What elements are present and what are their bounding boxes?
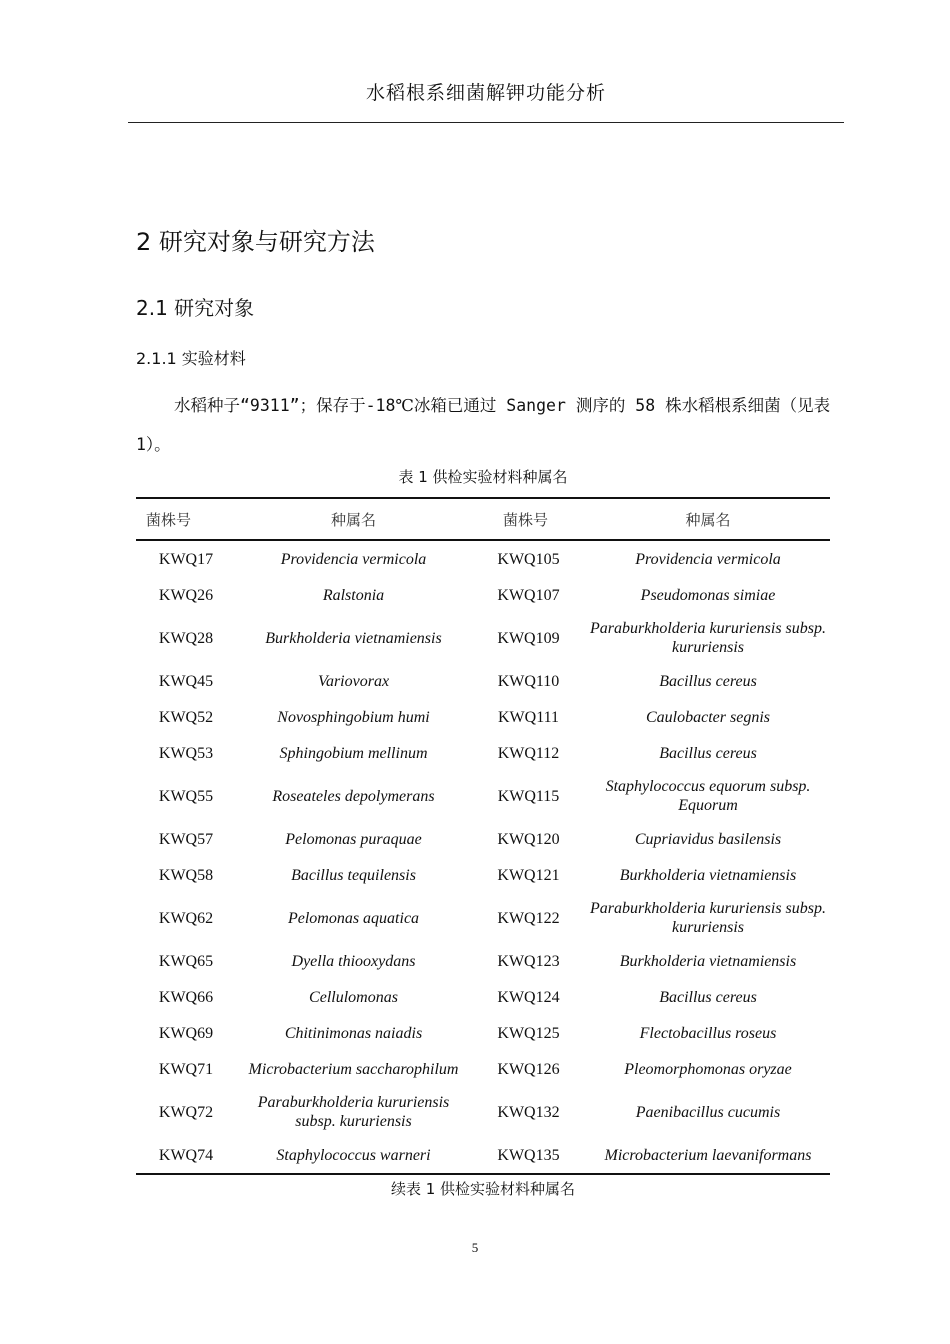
species-cell: Pleomorphomonas oryzae [624, 1060, 792, 1078]
species-cell: Paraburkholderia kururiensis subsp. kururiensis [590, 900, 826, 936]
strain-id-cell: KWQ66 [158, 988, 214, 1006]
species-cell: Paraburkholderia kururiensis subsp. kururiensis [257, 1094, 450, 1130]
species-cell: Ralstonia [322, 586, 385, 604]
species-cell: Microbacterium saccharophilum [248, 1060, 459, 1078]
strain-id-cell: KWQ124 [497, 988, 560, 1006]
table-row [136, 1015, 830, 1051]
strain-table [136, 497, 830, 1175]
table-row [136, 979, 830, 1015]
strain-id-cell: KWQ112 [497, 744, 560, 762]
species-cell: Burkholderia vietnamiensis [619, 952, 797, 970]
table-row [136, 1087, 830, 1137]
species-cell: Providencia vermicola [280, 550, 427, 568]
strain-id-cell: KWQ132 [497, 1103, 560, 1121]
species-cell: Cupriavidus basilensis [634, 830, 782, 848]
running-header: 水稻根系细菌解钾功能分析 [365, 82, 606, 104]
species-cell: Microbacterium laevaniformans [604, 1146, 812, 1164]
strain-id-cell: KWQ58 [158, 866, 214, 884]
strain-id-cell: KWQ28 [158, 629, 214, 647]
species-cell: Bacillus cereus [659, 988, 757, 1006]
strain-id-cell: KWQ110 [497, 672, 560, 690]
column-header-strain-id-2: 菌株号 [503, 510, 549, 529]
table-body [136, 540, 830, 1174]
strain-id-cell: KWQ69 [158, 1024, 214, 1042]
strain-id-cell: KWQ74 [158, 1146, 214, 1164]
strain-id-cell: KWQ26 [158, 586, 214, 604]
column-header-species-2: 种属名 [685, 510, 731, 529]
table-row [136, 821, 830, 857]
strain-id-cell: KWQ105 [497, 550, 560, 568]
table-row [136, 857, 830, 893]
strain-id-cell: KWQ111 [497, 708, 560, 726]
strain-id-cell: KWQ62 [158, 909, 214, 927]
species-cell: Pelomonas aquatica [287, 909, 420, 927]
strain-id-cell: KWQ65 [158, 952, 214, 970]
column-header-strain-id: 菌株号 [146, 510, 192, 529]
materials-paragraph: 水稻种子“9311”；保存于-18℃冰箱已通过 Sanger 测序的 58 株水稻根系细菌（见表 1）。 [136, 396, 831, 454]
table-row [136, 1051, 830, 1087]
continuation-caption: 续表 1 供检实验材料种属名 [390, 1180, 576, 1198]
header-rule [128, 122, 844, 123]
table-row [136, 540, 830, 577]
species-cell: Pseudomonas simiae [640, 586, 776, 604]
strain-id-cell: KWQ57 [158, 830, 214, 848]
species-cell: Paenibacillus cucumis [635, 1103, 781, 1121]
strain-id-cell: KWQ52 [158, 708, 214, 726]
species-cell: Caulobacter segnis [646, 708, 770, 726]
table-caption: 表 1 供检实验材料种属名 [398, 468, 568, 486]
strain-id-cell: KWQ53 [158, 744, 214, 762]
strain-id-cell: KWQ55 [158, 787, 214, 805]
strain-id-cell: KWQ72 [158, 1103, 214, 1121]
table-row [136, 943, 830, 979]
species-cell: Burkholderia vietnamiensis [265, 629, 442, 647]
table-row [136, 577, 830, 613]
strain-id-cell: KWQ17 [158, 550, 214, 568]
table-row [136, 663, 830, 699]
species-cell: Cellulomonas [309, 988, 398, 1006]
species-cell: Dyella thiooxydans [291, 952, 416, 970]
strain-id-cell: KWQ125 [497, 1024, 560, 1042]
table-row [136, 771, 830, 821]
species-cell: Paraburkholderia kururiensis subsp. kururiensis [590, 620, 826, 656]
column-header-species: 种属名 [330, 510, 376, 529]
table-row [136, 735, 830, 771]
subsubsection-heading: 2.1.1 实验材料 [136, 349, 246, 368]
species-cell: Novosphingobium humi [277, 708, 430, 726]
strain-id-cell: KWQ120 [497, 830, 560, 848]
species-cell: Roseateles depolymerans [272, 787, 435, 805]
strain-id-cell: KWQ115 [497, 787, 560, 805]
table-header-row [136, 498, 830, 540]
strain-id-cell: KWQ126 [497, 1060, 560, 1078]
strain-id-cell: KWQ121 [497, 866, 560, 884]
species-cell: Variovorax [317, 672, 390, 690]
table-row [136, 613, 830, 663]
page-number: 5 [471, 1240, 479, 1255]
species-cell: Bacillus tequilensis [291, 866, 416, 884]
table-row [136, 1137, 830, 1174]
strain-id-cell: KWQ45 [158, 672, 214, 690]
table-row [136, 699, 830, 735]
strain-id-cell: KWQ109 [497, 629, 560, 647]
species-cell: Pelomonas puraquae [285, 830, 422, 848]
species-cell: Chitinimonas naiadis [284, 1024, 423, 1042]
species-cell: Flectobacillus roseus [639, 1024, 777, 1042]
species-cell: Bacillus cereus [659, 744, 757, 762]
section-heading: 2 研究对象与研究方法 [136, 228, 375, 256]
species-cell: Staphylococcus equorum subsp. Equorum [605, 778, 811, 814]
species-cell: Burkholderia vietnamiensis [619, 866, 797, 884]
strain-id-cell: KWQ123 [497, 952, 560, 970]
strain-id-cell: KWQ135 [497, 1146, 560, 1164]
species-cell: Sphingobium mellinum [279, 744, 428, 762]
species-cell: Staphylococcus warneri [276, 1146, 431, 1164]
table-row [136, 893, 830, 943]
species-cell: Bacillus cereus [659, 672, 757, 690]
subsection-heading: 2.1 研究对象 [136, 296, 255, 320]
strain-id-cell: KWQ107 [497, 586, 560, 604]
strain-id-cell: KWQ122 [497, 909, 560, 927]
strain-id-cell: KWQ71 [158, 1060, 214, 1078]
species-cell: Providencia vermicola [635, 550, 781, 568]
